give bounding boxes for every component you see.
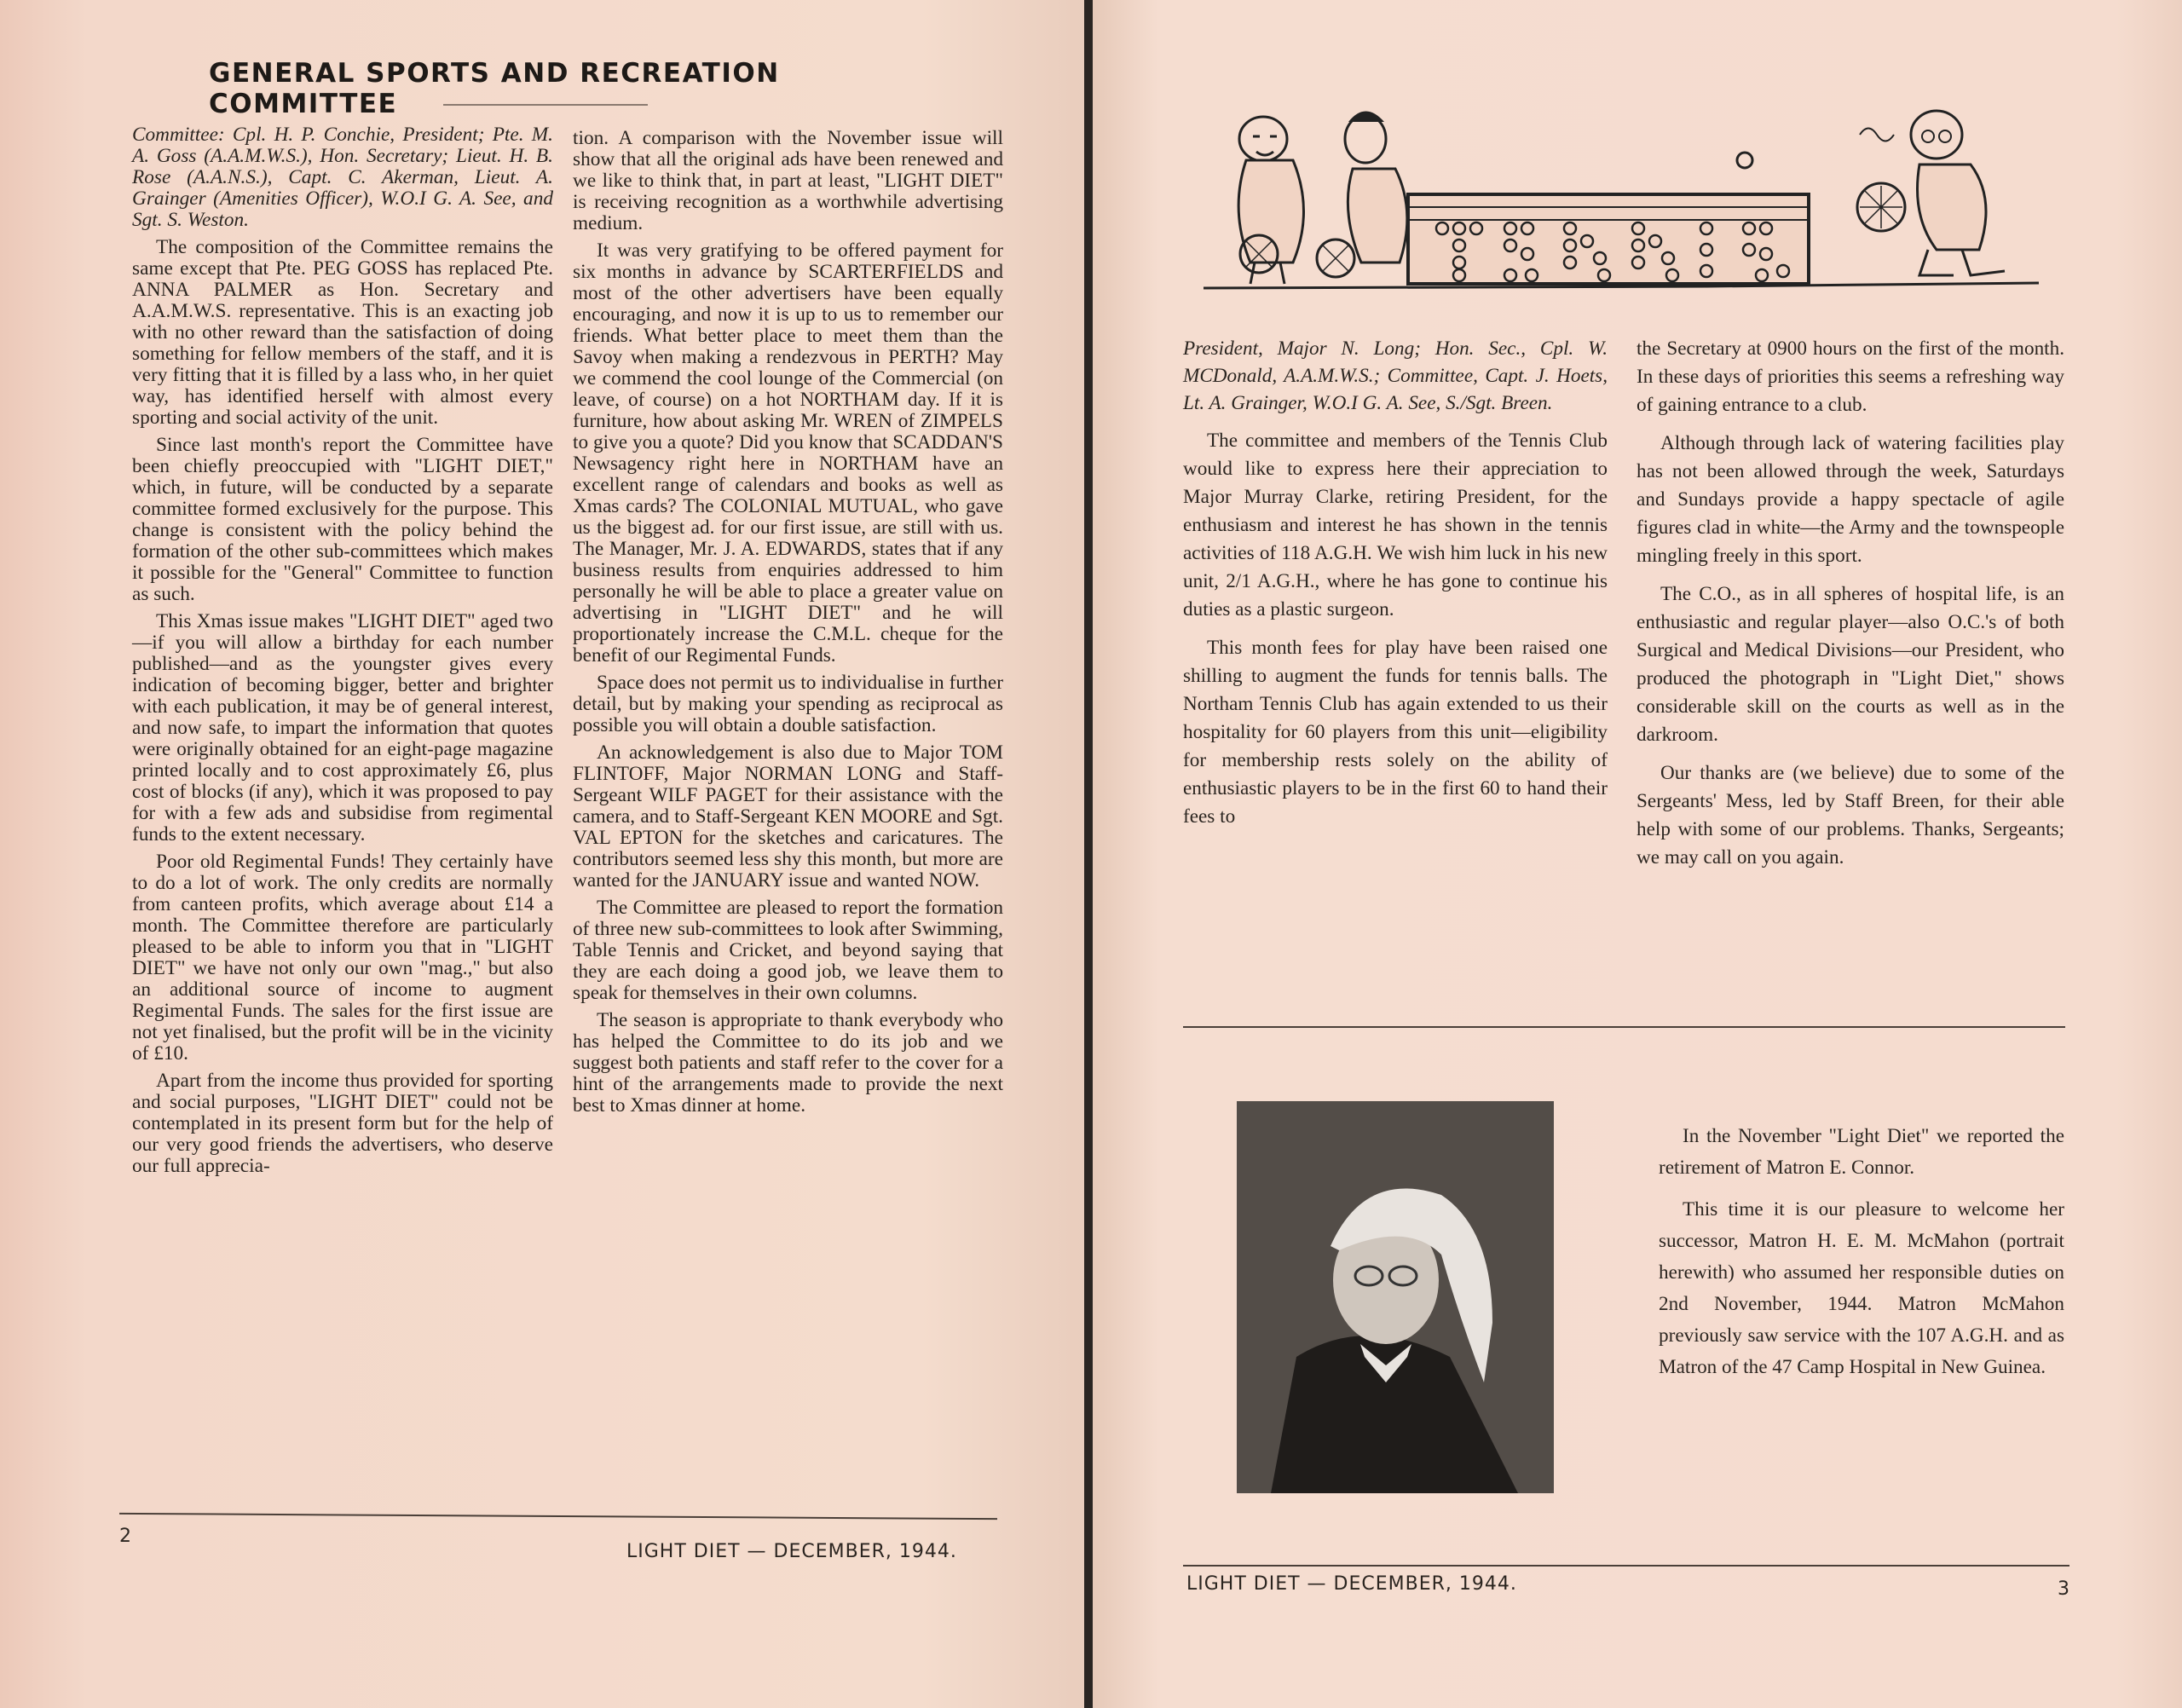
paragraph: The season is appropriate to thank everybody who has helped the Committee to do its job and we suggest both patients and staff refer to the cover for a hint of the arrangements made to provide the next best to Xmas dinner at home. <box>573 1009 1003 1117</box>
right-page <box>1093 0 2182 1708</box>
paragraph: This month fees for play have been raised one shilling to augment the funds for tennis balls. The Northam Tennis Club has again extended to us their hospitality for 60 players from this unit—eligibility for membership rests solely on the ability of enthusiastic players to be in the first 60 to hand their fees to <box>1183 637 1608 828</box>
heading-rule <box>443 104 648 106</box>
page-footer: LIGHT DIET — DECEMBER, 1944. <box>1186 1573 1517 1595</box>
matron-portrait <box>1237 1101 1554 1493</box>
paragraph: The C.O., as in all spheres of hospital life, is an enthusiastic and regular player—also O.C.'s of both Surgical and Medical Divisions—our President, who produced the photograph in "Light Diet," shows considerable skill on the courts as well as in the darkroom. <box>1636 583 2064 746</box>
paragraph: In the November "Light Diet" we reported the retirement of Matron E. Connor. <box>1659 1125 2064 1179</box>
tennis-cartoon <box>1195 101 2047 305</box>
page-number: 3 <box>2058 1578 2069 1600</box>
section-divider <box>1183 1026 2065 1028</box>
matron-article <box>1659 1121 2064 1394</box>
page-heading: GENERAL SPORTS AND RECREATION COMMITTEE <box>209 58 780 119</box>
committee-list: President, Major N. Long; Hon. Sec., Cpl. W. MCDonald, A.A.M.W.S.; Committee, Capt. J. Hoets, Lt. A. Grainger, W.O.I G. A. See, S./Sgt. Breen. <box>1183 338 1608 414</box>
left-column-2 <box>573 128 1003 1122</box>
paragraph: Although through lack of watering facilities play has not been allowed through the week, Saturdays and Sundays provide a happy spectacle of agile figures clad in white—the Army and the townspeople mingling freely in this sport. <box>1636 432 2064 567</box>
left-column-1 <box>132 124 553 1183</box>
paragraph: An acknowledgement is also due to Major TOM FLINTOFF, Major NORMAN LONG and Staff-Sergeant WILF PAGET for their assistance with the camera, and to Staff-Sergeant KEN MOORE and Sgt. VAL EPTON for the sketches and caricatures. The contributors seemed less shy this month, but more are wanted for the JANUARY issue and wanted NOW. <box>573 741 1003 892</box>
paragraph: The composition of the Committee remains the same except that Pte. PEG GOSS has replaced Pte. ANNA PALMER as Hon. Secretary and A.A.M.W.S. representative. This is an exacting job with no other reward than the satisfaction of doing something for fellow members of the staff, and it is very fitting that it is filled by a lass who, in her quiet way, has identified herself with almost every sporting and social activity of the unit. <box>132 236 553 429</box>
paragraph: Our thanks are (we believe) due to some of the Sergeants' Mess, led by Staff Breen, for their able help with some of our problems. Thanks, Sergeants; we may call on you again. <box>1636 762 2064 868</box>
paragraph: Since last month's report the Committee have been chiefly preoccupied with "LIGHT DIET," which, in future, will be conducted by a separate committee formed exclusively for the purpose. This change is consistent with the policy behind the formation of the other sub-committees which makes it possible for the "General" Committee to function as such. <box>132 434 553 605</box>
paragraph: It was very gratifying to be offered payment for six months in advance by SCARTERFIELDS and most of the other advertisers have been equally encouraging, and now it is up to us to remember our friends. What better place to meet them than the Savoy when making a rendezvous in PERTH? May we commend the cool lounge of the Commercial (on leave, of course) on a hot NORTHAM day. If it is furniture, how about asking Mr. WREN of ZIMPELS to give you a quote? Did you know that SCADDAN'S Newsagency right here in NORTHAM have an excellent range of calendars and books as well as Xmas cards? The COLONIAL MUTUAL, who gave us the biggest ad. for our first issue, are still with us. The Manager, Mr. J. A. EDWARDS, states that if any business results from enquiries addressed to him personally he will be able to place a greater value on advertising in "LIGHT DIET" and he will proportionately increase the C.M.L. cheque for the benefit of our Regimental Funds. <box>573 239 1003 666</box>
page-footer: LIGHT DIET — DECEMBER, 1944. <box>626 1541 957 1562</box>
paragraph: Poor old Regimental Funds! They certainly have to do a lot of work. The only credits are normally from canteen profits, which average about £14 a month. The Committee therefore are particularly pleased to be able to inform you that in "LIGHT DIET" we have not only our own "mag.," but also an additional source of income to augment Regimental Funds. The sales for the first issue are not yet finalised, but the profit will be in the vicinity of £10. <box>132 851 553 1065</box>
paragraph: Apart from the income thus provided for sporting and social purposes, "LIGHT DIET" could not be contemplated in its present form but for the help of our very good friends the advertisers, who deserve our full apprecia- <box>132 1070 553 1177</box>
paragraph: This Xmas issue makes "LIGHT DIET" aged two—if you will allow a birthday for each number published—and as the youngster gives every indication of becoming bigger, better and brighter with each publication, it may be of general interest, and now safe, to impart the information that quotes were originally obtained for an eight-page magazine printed locally and to cost approximately £6, plus cost of blocks (if any), which it was proposed to pay for with a few ads and subsidise from regimental funds to the extent necessary. <box>132 610 553 845</box>
paragraph: The committee and members of the Tennis Club would like to express here their appreciation to Major Murray Clarke, retiring President, for the enthusiasm and interest he has shown in the tennis activities of 118 A.G.H. We wish him luck in his new unit, 2/1 A.G.H., where he has gone to continue his duties as a plastic surgeon. <box>1183 430 1608 620</box>
left-page <box>0 0 1084 1708</box>
paragraph: The Committee are pleased to report the formation of three new sub-committees to look after Swimming, Table Tennis and Cricket, and beyond saying that they are each doing a good job, we leave them to speak for themselves in their own columns. <box>573 897 1003 1004</box>
paragraph: Space does not permit us to individualise in further detail, but by making your spending as reciprocal as possible you will obtain a double satisfaction. <box>573 672 1003 736</box>
page-number: 2 <box>119 1526 131 1547</box>
paragraph: tion. A comparison with the November issue will show that all the original ads have been renewed and we like to think that, in part at least, "LIGHT DIET" is receiving recognition as a worthwhile advertising medium. <box>573 127 1003 234</box>
paragraph: This time it is our pleasure to welcome her successor, Matron H. E. M. McMahon (portrait herewith) who assumed her responsible duties on 2nd November, 1944. Matron McMahon previously saw service with the 107 A.G.H. and as Matron of the 47 Camp Hospital in New Guinea. <box>1659 1198 2064 1378</box>
paragraph: the Secretary at 0900 hours on the first of the month. In these days of priorities this seems a refreshing way of gaining entrance to a club. <box>1636 338 2064 416</box>
footer-rule <box>119 1513 997 1520</box>
right-column-1 <box>1183 335 1608 841</box>
committee-list: Committee: Cpl. H. P. Conchie, President; Pte. M. A. Goss (A.A.M.W.S.), Hon. Secretary; Lieut. H. B. Rose (A.A.N.S.), Capt. C. Akerman, Lieut. A. Grainger (Amenities Officer), W.O.I G. A. See, and Sgt. S. Weston. <box>132 124 553 231</box>
footer-rule <box>1183 1565 2069 1567</box>
right-column-2 <box>1636 335 2064 882</box>
